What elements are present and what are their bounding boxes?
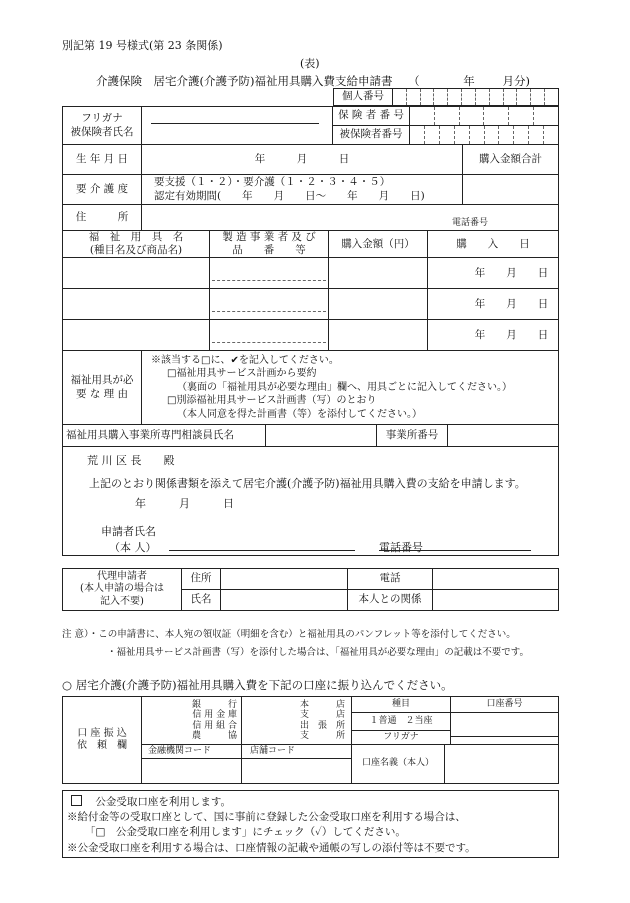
form-side: (表) <box>300 57 320 70</box>
consultant-table <box>62 424 559 447</box>
item-date-cell[interactable]: 年 月 日 <box>428 320 559 351</box>
col-date: 購 入 日 <box>428 231 559 258</box>
birth-label: 生 年 月 日 <box>63 145 142 175</box>
insurer-number-field[interactable] <box>410 107 559 126</box>
item-maker-cell[interactable] <box>210 289 329 320</box>
public-account-note-2: 「□ 公金受取口座を利用します」にチェック（✓）してください。 <box>85 826 406 839</box>
table-row <box>63 320 559 351</box>
phone-label: 電話番号 <box>451 217 488 228</box>
public-account-option[interactable] <box>63 791 558 810</box>
item-name-cell[interactable] <box>63 289 210 320</box>
proxy-table <box>62 568 559 611</box>
reason-option-plan-note: （裏面の「福祉用具が必要な理由」欄へ、用具ごとに記入してください。） <box>177 381 512 393</box>
applicant-table <box>62 106 559 145</box>
reason-option-attached-note: （本人同意を得た計画書（等）を添付してください。） <box>177 408 422 420</box>
bank-name-field[interactable] <box>142 697 242 745</box>
applicant-name-line[interactable] <box>169 550 355 551</box>
bank-type-1: 銀 行 <box>191 699 237 710</box>
proxy-label <box>63 569 182 611</box>
total-label: 購入金額合計 <box>463 145 559 175</box>
item-name-cell[interactable] <box>63 320 210 351</box>
item-date-cell[interactable]: 年 月 日 <box>428 289 559 320</box>
insured-name-label: 被保険者氏名 <box>70 125 134 138</box>
note-line-1: 注 意）・この申請書に、本人宛の領収証（明細を含む）と福祉用具のパンフレット等を添付してください。 <box>62 629 516 640</box>
col-maker-sub: 品 番 等 <box>232 244 306 257</box>
applicant-name-label: 申請者氏名 <box>101 525 156 538</box>
item-amount-cell[interactable] <box>329 320 428 351</box>
proxy-label-3: 記入不要) <box>100 595 144 607</box>
personal-number-cells[interactable] <box>393 89 559 106</box>
item-date-cell[interactable]: 年 月 日 <box>428 258 559 289</box>
total-amount-field[interactable] <box>463 175 559 205</box>
bank-label-1: 口 座 振 込 <box>77 727 127 739</box>
applicant-phone-label: 電話番号 <box>379 541 423 554</box>
reason-label: 福祉用具が必 要 な 理 由 <box>63 351 142 425</box>
account-number-field[interactable] <box>451 713 559 745</box>
reason-option-plan[interactable]: □福祉用具サービス計画から要約 <box>167 368 317 380</box>
reason-instruction: ※該当する□に、✔を記入してください。 <box>151 354 339 366</box>
bank-code-label: 金融機関コード <box>142 745 242 759</box>
proxy-address-label: 住所 <box>182 569 221 590</box>
col-item-name-text: 福 祉 用 具 名 <box>88 231 184 243</box>
account-number-label: 口座番号 <box>451 697 559 713</box>
item-amount-cell[interactable] <box>329 289 428 320</box>
account-type-options[interactable]: １普通 ２当座 <box>369 716 433 726</box>
birth-care-table <box>62 144 559 231</box>
birth-date-field[interactable]: 年 月 日 <box>142 145 463 175</box>
bank-type-3: 信 用 組 合 <box>192 720 237 731</box>
applicant-phone-line[interactable] <box>379 550 531 551</box>
bank-label-2: 依 頼 欄 <box>77 740 127 751</box>
form-number: 別記第 19 号様式(第 23 条関係) <box>62 39 223 52</box>
consultant-name-field[interactable] <box>266 425 377 447</box>
account-holder-field[interactable] <box>445 745 558 783</box>
period-year: 年 <box>463 74 475 88</box>
reason-field[interactable] <box>142 351 559 425</box>
branch-type-1: 本 店 <box>299 699 345 710</box>
transfer-instruction: ○ 居宅介護(介護予防)福祉用具購入費を下記の口座に振り込んでください。 <box>62 678 453 692</box>
branch-code-label: 店舗コード <box>242 745 352 759</box>
account-type-field[interactable] <box>352 713 451 745</box>
public-account-box <box>62 790 559 858</box>
proxy-label-1: 代理申請者 <box>97 570 147 582</box>
reason-option-attached[interactable]: □別添福祉用具サービス計画書（写）のとおり <box>167 395 377 407</box>
col-amount: 購入金額（円） <box>329 231 428 258</box>
office-number-field[interactable] <box>448 425 559 447</box>
holder-furigana-label: フリガナ <box>352 730 450 743</box>
col-item-name-sub: (種目名及び商品名) <box>89 244 183 257</box>
furigana-label: フリガナ <box>81 112 123 125</box>
public-account-label: 公金受取口座を利用します。 <box>95 796 232 808</box>
account-holder-label: 口座名義（本人） <box>352 745 445 783</box>
bank-section-label <box>63 697 142 784</box>
proxy-phone-field[interactable] <box>433 569 559 590</box>
insured-name-field[interactable] <box>142 107 333 145</box>
bank-type-2: 信 用 金 庫 <box>192 710 237 721</box>
period-month: 月分) <box>502 74 530 88</box>
mayor-address: 荒 川 区 長 殿 <box>87 454 175 467</box>
public-account-note-1: ※給付金等の受取口座として、国に事前に登録した公金受取口座を利用する場合は、 <box>67 811 466 824</box>
account-holder-cell <box>352 745 559 784</box>
proxy-name-field[interactable] <box>221 590 348 611</box>
branch-type-3: 出 張 所 <box>299 720 345 731</box>
address-field[interactable] <box>142 205 559 231</box>
care-level-options: 要支援（１・２）・要介護（１・２・３・４・５） <box>154 176 391 189</box>
public-account-checkbox[interactable] <box>71 795 82 806</box>
items-table <box>62 230 559 351</box>
consultant-label: 福祉用具購入事業所専門相談員氏名 <box>63 425 266 447</box>
office-number-label: 事業所番号 <box>377 425 448 447</box>
bank-table <box>62 696 559 784</box>
note-line-2: ・福祉用具サービス計画書（写）を添付した場合は、「福祉用具が必要な理由」の記載は不要です。 <box>107 647 529 658</box>
insurer-number-label: 保 険 者 番 号 <box>333 107 410 126</box>
personal-number-label: 個人番号 <box>334 89 393 106</box>
form-title <box>96 73 530 89</box>
certification-period: 認定有効期間( 年 月 日～ 年 月 日) <box>154 189 425 202</box>
branch-code-field[interactable] <box>242 759 352 784</box>
item-maker-cell[interactable] <box>210 320 329 351</box>
bank-type-4: 農 協 <box>191 730 237 741</box>
item-name-cell[interactable] <box>63 258 210 289</box>
public-account-note-3: ※公金受取口座を利用する場合は、口座情報の記載や通帳の写しの添付等は不要です。 <box>67 841 476 854</box>
name-label-cell <box>63 107 142 145</box>
care-level-field[interactable] <box>142 175 463 205</box>
address-label: 住 所 <box>63 205 142 231</box>
proxy-relation-label: 本人との関係 <box>348 590 433 611</box>
proxy-phone-label: 電話 <box>348 569 433 590</box>
proxy-relation-field[interactable] <box>433 590 559 611</box>
branch-type-4: 支 所 <box>299 730 345 741</box>
col-maker-text: 製 造 事 業 者 及 び <box>222 231 316 243</box>
bank-code-field[interactable] <box>142 759 242 784</box>
proxy-name-label: 氏名 <box>182 590 221 611</box>
table-row <box>63 289 559 320</box>
item-maker-cell[interactable] <box>210 258 329 289</box>
applicant-self-label: （本 人） <box>109 541 157 554</box>
statement-date[interactable]: 年 月 日 <box>135 497 234 510</box>
care-level-label: 要 介 護 度 <box>63 175 142 205</box>
branch-type-2: 支 店 <box>299 710 345 721</box>
insured-number-field[interactable] <box>410 126 559 145</box>
branch-name-field[interactable] <box>242 697 352 745</box>
personal-number-table <box>333 88 559 106</box>
table-row <box>63 258 559 289</box>
account-type-label: 種目 <box>352 697 451 713</box>
insured-number-label: 被保険者番号 <box>333 126 410 145</box>
proxy-address-field[interactable] <box>221 569 348 590</box>
col-maker <box>210 231 329 258</box>
reason-table <box>62 350 559 425</box>
statement-text: 上記のとおり関係書類を添えて居宅介護(介護予防)福祉用具購入費の支給を申請します。 <box>89 477 526 490</box>
statement-box <box>62 446 559 556</box>
title-text: 介護保険 居宅介護(介護予防)福祉用具購入費支給申請書 <box>96 74 393 88</box>
col-item-name <box>63 231 210 258</box>
proxy-label-2: (本人申請の場合は <box>80 583 164 595</box>
period-open: （ <box>408 74 420 88</box>
item-amount-cell[interactable] <box>329 258 428 289</box>
